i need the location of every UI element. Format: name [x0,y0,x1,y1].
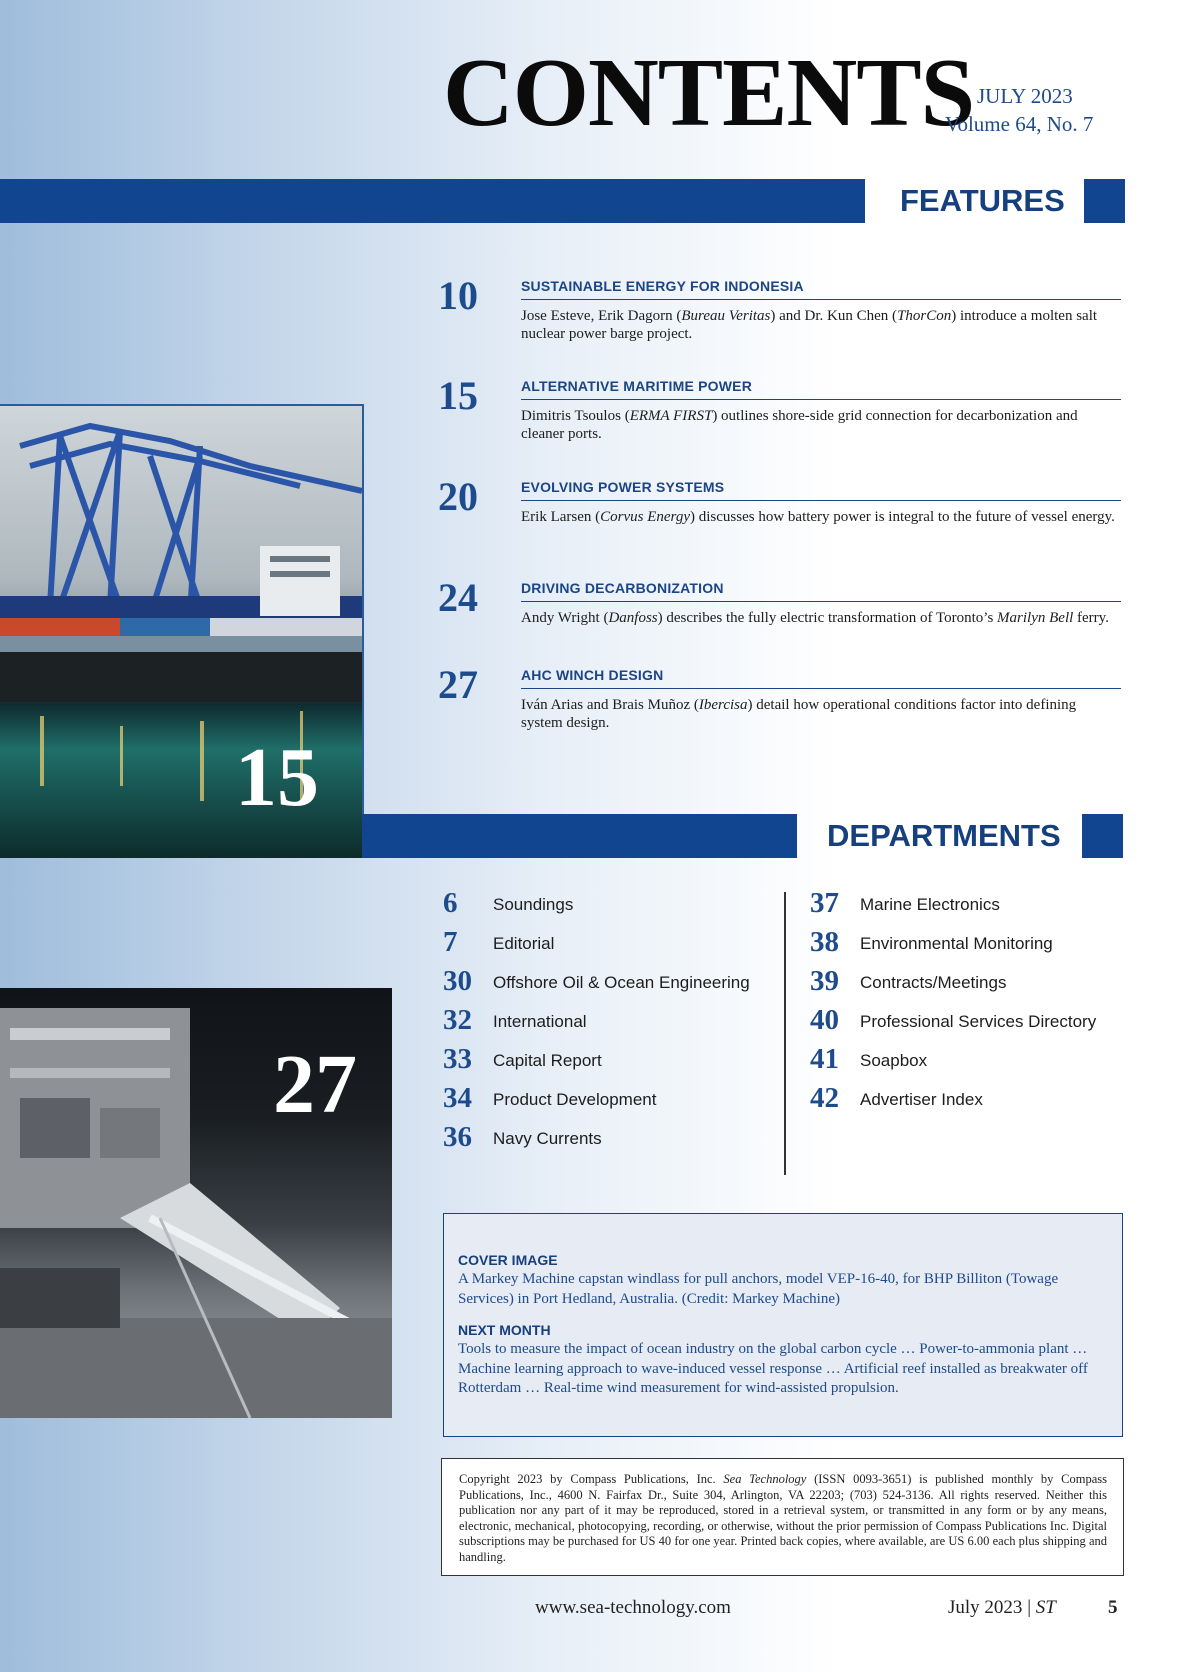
features-bar [0,179,865,223]
next-month-label: NEXT MONTH [458,1322,551,1338]
department-label[interactable]: Professional Services Directory [860,1012,1097,1031]
page-title: CONTENTS [443,39,975,147]
department-label[interactable]: Soapbox [860,1051,928,1070]
department-page-number: 42 [810,1082,839,1114]
feature-title[interactable]: ALTERNATIVE MARITIME POWER [521,378,1121,400]
departments-bar [362,814,797,858]
feature-description: Dimitris Tsoulos (ERMA FIRST) outlines shore-side grid connection for decarbonization and cleaner ports. [521,408,1078,442]
feature-description: Iván Arias and Brais Muñoz (Ibercisa) detail how operational conditions factor into defining system design. [521,697,1077,731]
department-page-number: 40 [810,1004,839,1036]
cover-info-box [443,1213,1123,1437]
department-label[interactable]: Environmental Monitoring [860,934,1053,953]
feature-page-number: 20 [438,474,478,519]
department-label[interactable]: International [493,1012,587,1031]
feature-title[interactable]: SUSTAINABLE ENERGY FOR INDONESIA [521,278,1121,300]
cover-image-label: COVER IMAGE [458,1252,558,1268]
features-bar-square [1084,179,1125,223]
footer-page-number: 5 [1108,1597,1118,1618]
departments-bar-square [1082,814,1123,858]
department-label[interactable]: Navy Currents [493,1129,602,1148]
feature-title[interactable]: AHC WINCH DESIGN [521,667,1121,689]
department-label[interactable]: Editorial [493,934,555,953]
department-page-number: 6 [443,887,458,919]
department-page-number: 36 [443,1121,472,1153]
next-month-text: Tools to measure the impact of ocean industry on the global carbon cycle … Power-to-ammonia plant … Machine learning approach to wave-induced vessel response … Artificial reef installed as breakwater off Rotterdam … Real-time wind measurement for wind-assisted propulsion. [458,1341,1088,1396]
departments-heading: DEPARTMENTS [827,818,1061,853]
feature-page-number: 10 [438,273,478,318]
department-page-number: 7 [443,926,458,958]
copyright-box [441,1458,1124,1576]
footer-website-link[interactable]: www.sea-technology.com [535,1597,731,1618]
departments-divider [784,892,786,1175]
issue-volume: Volume 64, No. 7 [945,112,1094,136]
department-page-number: 34 [443,1082,472,1114]
department-label[interactable]: Marine Electronics [860,895,1000,914]
feature-page-number: 15 [438,373,478,418]
copyright-text: Copyright 2023 by Compass Publications, Inc. Sea Technology (ISSN 0093-3651) is published monthly by Compass Publications, Inc., 4600 N. Fairfax Dr., Suite 304, Arlington, VA 22203; (703) 524-3136. All rights reserved. Neither this publication nor any part of it may be reproduced, stored in a retrieval system, or transmitted in any form or by any means, electronic, mechanical, photocopying, recording, or otherwise, without the prior permission of Compass Publications Inc. Digital subscriptions may be purchased for US 40 for one year. Printed back copies, where available, are US 6.00 each plus shipping and handling. [459,1472,1107,1564]
department-page-number: 37 [810,887,839,919]
feature-title[interactable]: DRIVING DECARBONIZATION [521,580,1121,602]
photo-page-number: 15 [235,731,319,824]
department-label[interactable]: Advertiser Index [860,1090,983,1109]
department-label[interactable]: Contracts/Meetings [860,973,1007,992]
cover-image-text: A Markey Machine capstan windlass for pull anchors, model VEP-16-40, for BHP Billiton (Towage Services) in Port Hedland, Australia. (Credit: Markey Machine) [458,1271,1059,1307]
feature-description: Andy Wright (Danfoss) describes the fully electric transformation of Toronto’s Marilyn Bell ferry. [521,610,1109,626]
department-label[interactable]: Product Development [493,1090,657,1109]
department-page-number: 39 [810,965,839,997]
department-page-number: 41 [810,1043,839,1075]
feature-description: Jose Esteve, Erik Dagorn (Bureau Veritas) and Dr. Kun Chen (ThorCon) introduce a molten salt nuclear power barge project. [521,308,1098,342]
photo-page-number: 27 [273,1038,357,1131]
features-heading: FEATURES [900,183,1065,218]
department-label[interactable]: Offshore Oil & Ocean Engineering [493,973,750,992]
feature-page-number: 24 [438,575,478,620]
footer-issue: July 2023 | ST [948,1597,1056,1618]
feature-title[interactable]: EVOLVING POWER SYSTEMS [521,479,1121,501]
issue-date: JULY 2023 [977,84,1073,108]
department-label[interactable]: Capital Report [493,1051,602,1070]
feature-page-number: 27 [438,662,478,707]
department-page-number: 38 [810,926,839,958]
department-label[interactable]: Soundings [493,895,574,914]
winch-photo [0,988,392,1418]
department-page-number: 32 [443,1004,472,1036]
container-port-photo [0,404,364,858]
feature-description: Erik Larsen (Corvus Energy) discusses how battery power is integral to the future of vessel energy. [521,509,1115,525]
department-page-number: 30 [443,965,472,997]
department-page-number: 33 [443,1043,472,1075]
